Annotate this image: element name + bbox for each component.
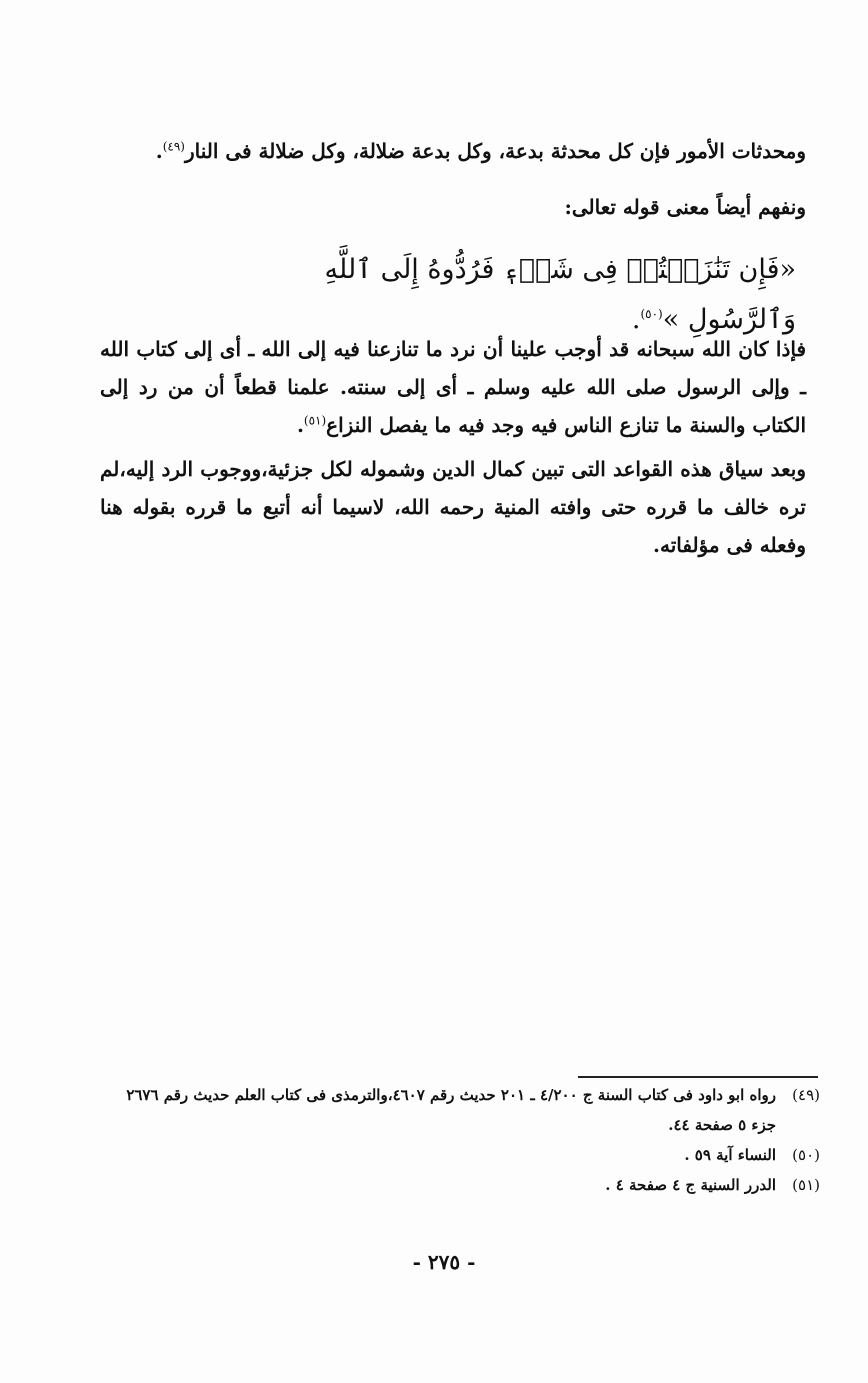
footnote-ref-50: (٥٠) — [640, 307, 663, 321]
quran-verse: «فَإِن تَنَٰزَعۡتُمۡ فِى شَىۡءٖ فَرُدُّوهُ إِلَى ٱللَّهِ وَٱلرَّسُولِ »$^{(٥٠)}$. — [324, 254, 796, 335]
footnote-51 — [100, 1170, 820, 1200]
footnotes — [100, 1080, 820, 1200]
paragraph-3-text: فإذا كان الله سبحانه قد أوجب علينا أن نرد ما تنازعنا فيه إلى الله ـ أى إلى كتاب الله ـ وإلى الرسول صلى الله عليه وسلم ـ أى إلى سنته. علمنا قطعاً أن من رد إلى الكتاب والسنة ما تنازع الناس فيه وجد فيه ما يفصل النزاع — [100, 337, 806, 437]
footnote-number: (٥٠) — [792, 1146, 820, 1164]
footnote-text: رواه ابو داود فى كتاب السنة ج ٤/٢٠٠ ـ ٢٠١ حديث رقم ٤٦٠٧،والترمذى فى كتاب العلم حديث رقم ٢٦٧٦ جزء ٥ صفحة ٤٤. — [126, 1086, 776, 1134]
footnote-number: (٤٩) — [792, 1086, 820, 1104]
page-number: - ٢٧٥ - — [412, 1250, 476, 1274]
paragraph-2 — [100, 188, 806, 226]
paragraph-1-text: ومحدثات الأمور فإن كل محدثة بدعة، وكل بدعة ضلالة، وكل ضلالة فى النار — [184, 139, 806, 163]
footnote-ref-51: (٥١) — [303, 413, 327, 428]
paragraph-4-text: وبعد سياق هذه القواعد التى تبين كمال الدين وشموله لكل جزئية،ووجوب الرد إليه،لم تره خالف ما قرره حتى وافته المنية رحمه الله، لاسيما أنه أتبع ما قرره بقوله هنا وفعله فى مؤلفاته. — [100, 457, 806, 557]
quran-verse-text: «فَإِن تَنَٰزَعۡتُمۡ فِى شَىۡءٖ فَرُدُّوهُ إِلَى ٱللَّهِ وَٱلرَّسُولِ » — [324, 254, 796, 335]
footnote-50 — [100, 1140, 820, 1170]
paragraph-4 — [100, 450, 806, 564]
paragraph-1: ومحدثات الأمور فإن كل محدثة بدعة، وكل بدعة ضلالة، وكل ضلالة فى النار$^{(٤٩)}$. — [155, 139, 806, 163]
footnote-49 — [100, 1080, 820, 1140]
paragraph-2-text: ونفهم أيضاً معنى قوله تعالى: — [564, 195, 806, 219]
footnote-ref-49: (٤٩) — [162, 139, 185, 154]
footnote-separator — [578, 1076, 818, 1078]
footnote-text: النساء آية ٥٩ . — [684, 1146, 776, 1164]
footnote-text: الدرر السنية ج ٤ صفحة ٤ . — [605, 1176, 776, 1194]
paragraph-3: فإذا كان الله سبحانه قد أوجب علينا أن نرد ما تنازعنا فيه إلى الله ـ أى إلى كتاب الله ـ وإلى الرسول صلى الله عليه وسلم ـ أى إلى سنته. علمنا قطعاً أن من رد إلى الكتاب والسنة ما تنازع الناس فيه وجد فيه ما يفصل النزاع$^{(٥١)}$. — [100, 337, 806, 437]
footnote-number: (٥١) — [792, 1176, 820, 1194]
